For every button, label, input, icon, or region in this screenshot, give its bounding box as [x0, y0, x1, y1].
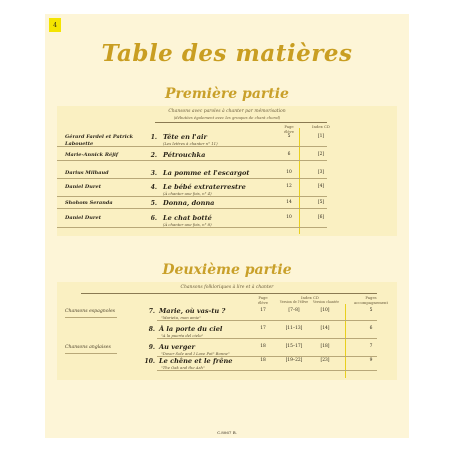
row-accompaniment-page: 7 — [369, 344, 373, 349]
part1-subtitle: Chansons avec paroles à chanter par mémorisation — [168, 109, 286, 114]
row-author: Daniel Duret — [65, 215, 102, 221]
row-number: 2. — [150, 152, 157, 159]
row-title: Pétrouchka — [163, 151, 206, 159]
row-title: Le chat botté — [163, 214, 212, 222]
row-number: 9. — [148, 344, 155, 351]
row-note: "Dover Sole and I Love Pot" Bonne" — [161, 351, 230, 356]
page-number-badge: 4 — [49, 18, 61, 32]
part2-header-rule — [81, 293, 377, 294]
row-number: 5. — [150, 200, 157, 207]
row-author: Gérard Fardel et Patrick Labouette — [65, 134, 134, 147]
table-row — [57, 358, 397, 374]
row-accompaniment-page: 9 — [369, 358, 373, 363]
row-number: 7. — [148, 308, 155, 315]
part1-title: Première partie — [165, 86, 289, 102]
row-number: 6. — [150, 215, 157, 222]
row-page: 18 — [260, 358, 266, 363]
row-index-sung: [23] — [320, 358, 330, 363]
row-index: [4] — [317, 184, 325, 189]
row-page: 6 — [287, 152, 291, 157]
row-index-student: [7–8] — [288, 308, 300, 313]
part2-col-index-sub1: Version de l'élève — [279, 300, 309, 304]
row-index-sung: [14] — [320, 326, 330, 331]
main-title: Table des matières — [101, 40, 353, 67]
row-number: 8. — [148, 326, 155, 333]
row-author: Daniel Duret — [65, 184, 102, 190]
row-title: Le chêne et le frêne — [159, 357, 233, 365]
row-note: (À chanter une fois, n° 8) — [163, 222, 212, 227]
row-index-student: [11–13] — [285, 326, 303, 331]
row-title: Le bébé extraterrestre — [163, 183, 246, 191]
row-index: [1] — [317, 134, 325, 139]
part2-col-page: Page élève — [257, 295, 269, 305]
row-author: Darius Milhaud — [65, 170, 109, 176]
row-page: 5 — [287, 134, 291, 139]
row-note: (À chanter une fois, n° 4) — [163, 191, 212, 196]
table-row — [57, 200, 397, 216]
row-index: [3] — [317, 170, 325, 175]
table-row — [57, 308, 397, 324]
row-index: [5] — [317, 200, 325, 205]
row-title: Au verger — [159, 343, 195, 351]
row-author: Marie-Annick Réjif — [65, 152, 119, 158]
row-title: À la porte du ciel — [159, 325, 223, 333]
row-title: Tête en l'air — [163, 133, 207, 141]
row-accompaniment-page: 6 — [369, 326, 373, 331]
row-author: Shohom Seranda — [65, 200, 113, 206]
row-page: 10 — [286, 215, 292, 220]
table-row — [57, 152, 397, 168]
part1-header-rule — [155, 122, 327, 123]
row-accompaniment-page: 5 — [369, 308, 373, 313]
row-index-student: [19–22] — [285, 358, 303, 363]
part1-col-page: Page élève — [283, 124, 295, 134]
page — [45, 14, 409, 438]
table-row — [57, 215, 397, 231]
row-page: 14 — [286, 200, 292, 205]
part2-col-page2: Pages accompagnement — [353, 295, 389, 305]
row-index-sung: [10] — [320, 308, 330, 313]
row-page: 17 — [260, 326, 266, 331]
part2-col-index-sub2: Version chantée — [313, 300, 339, 304]
row-number: 10. — [144, 358, 155, 365]
row-title: La pomme et l'escargot — [163, 169, 250, 177]
row-index: [2] — [317, 152, 325, 157]
row-category: Chansons espagnoles — [65, 309, 116, 314]
table-row — [57, 134, 397, 150]
footer: C.8067 B. — [217, 430, 237, 435]
row-page: 12 — [286, 184, 292, 189]
row-page: 17 — [260, 308, 266, 313]
table-row — [57, 326, 397, 342]
part1-subtitle-2: (débutées également avec les groupes de chant choral) — [173, 115, 281, 120]
row-index-student: [15–17] — [285, 344, 303, 349]
part1-box — [57, 106, 397, 236]
row-title: Marie, où vas-tu ? — [159, 307, 226, 315]
row-note: (Les lettres à chanter n° 11) — [163, 141, 218, 146]
part2-title: Deuxième partie — [162, 262, 292, 278]
part1-col-index: Index CD — [312, 124, 330, 129]
table-row — [57, 184, 397, 200]
row-note: "Marieta, mon amie" — [161, 315, 201, 320]
row-category: Chansons anglaises — [65, 345, 111, 350]
row-number: 3. — [150, 170, 157, 177]
row-page: 18 — [260, 344, 266, 349]
part2-col-index: Index CD — [301, 295, 319, 300]
row-index-sung: [18] — [320, 344, 330, 349]
row-number: 1. — [150, 134, 157, 141]
row-title: Donna, donna — [163, 199, 215, 207]
part2-box — [57, 282, 397, 380]
row-page: 10 — [286, 170, 292, 175]
row-note: "The Oak and the Ash" — [161, 365, 205, 370]
part2-subtitle: Chansons folkloriques à lire et à chanter — [180, 285, 274, 290]
row-number: 4. — [150, 184, 157, 191]
row-note: "A la puerta del cielo" — [161, 333, 204, 338]
row-index: [6] — [317, 215, 325, 220]
